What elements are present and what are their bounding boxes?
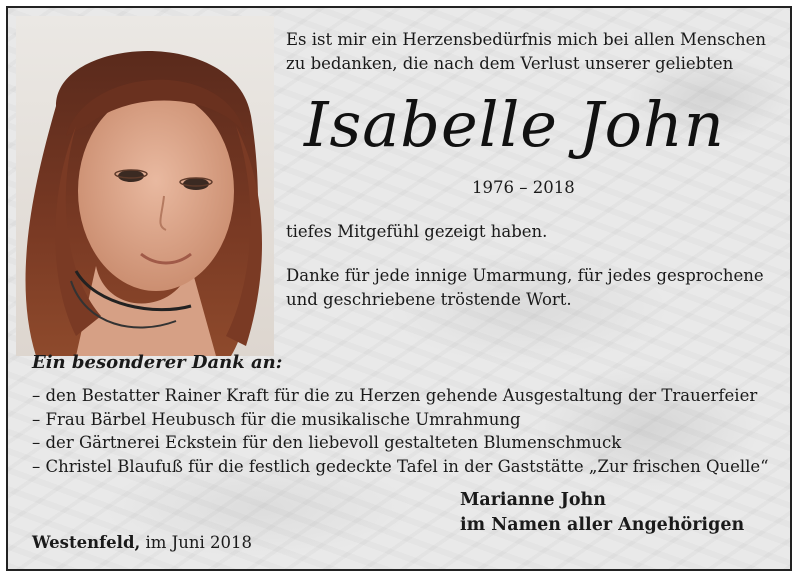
gratitude-line-2: und geschriebene tröstende Wort. bbox=[286, 290, 572, 309]
special-thanks-heading: Ein besonderer Dank an: bbox=[32, 352, 283, 373]
place-date bbox=[32, 533, 252, 552]
intro-text bbox=[286, 28, 786, 76]
list-item: – Christel Blaufuß für die festlich gedeckte Tafel in der Gaststätte „Zur frischen Quelle“ bbox=[32, 456, 769, 476]
place-date-text: im Juni 2018 bbox=[145, 533, 253, 552]
list-item: – Frau Bärbel Heubusch für die musikalische Umrahmung bbox=[32, 409, 521, 429]
signature-family: im Namen aller Angehörigen bbox=[460, 515, 745, 535]
portrait-photo bbox=[16, 16, 274, 356]
signature-name: Marianne John bbox=[460, 490, 606, 510]
list-item: – der Gärtnerei Eckstein für den liebevoll gestalteten Blumenschmuck bbox=[32, 433, 622, 452]
thanks-list bbox=[32, 384, 792, 478]
intro-line-2: zu bedanken, die nach dem Verlust unserer geliebten bbox=[286, 54, 734, 73]
place-town: Westenfeld, bbox=[32, 533, 141, 552]
signature bbox=[460, 488, 744, 538]
gratitude-text bbox=[286, 264, 786, 312]
life-years: 1976 – 2018 bbox=[472, 178, 575, 197]
obituary-card bbox=[6, 6, 792, 571]
gratitude-line-1: Danke für jede innige Umarmung, für jedes gesprochene bbox=[286, 266, 764, 285]
intro-line-1: Es ist mir ein Herzensbedürfnis mich bei allen Menschen bbox=[286, 30, 766, 49]
deceased-name: Isabelle John bbox=[304, 88, 725, 161]
sympathy-text: tiefes Mitgefühl gezeigt haben. bbox=[286, 222, 548, 241]
list-item: – den Bestatter Rainer Kraft für die zu Herzen gehende Ausgestaltung der Trauerfeier bbox=[32, 386, 758, 405]
